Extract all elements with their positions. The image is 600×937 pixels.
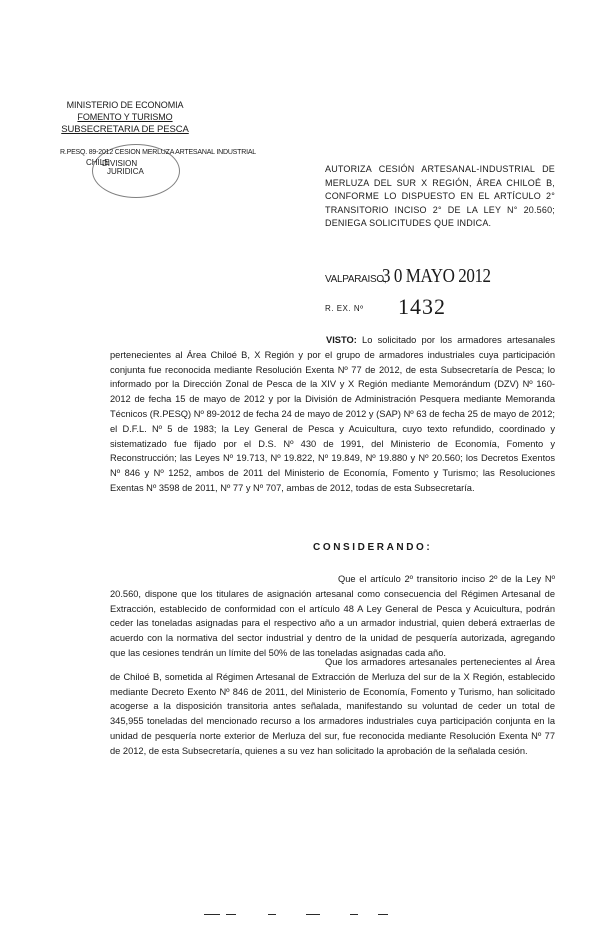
resolution-subject: AUTORIZA CESIÓN ARTESANAL-INDUSTRIAL DE MERLUZA DEL SUR X REGIÓN, ÁREA CHILOÉ B, CONFORME LO DISPUESTO EN EL ARTÍCULO 2° TRANSITORIO INCISO 2° DE LA LEY N° 20.560; DENIEGA SOLICITUDES QUE INDICA. [325,164,555,229]
subsecretaria-name: SUBSECRETARIA DE PESCA [61,124,189,135]
resolution-date: 3 0 MAYO 2012 [382,265,491,287]
visto-lead: VISTO: [326,335,357,345]
footer-mark [204,914,220,915]
stamp-text-juridica: JURIDICA [107,167,144,176]
footer-mark [350,914,358,915]
visto-paragraph [110,333,555,496]
footer-mark [226,914,236,915]
footer-mark [378,914,388,915]
reference-code: R.PESQ. 89-2012 CESION MERLUZA ARTESANAL INDUSTRIAL [60,149,256,156]
country-label: CHILE [86,158,110,167]
considerando-paragraph-1 [110,572,555,661]
considerando-heading: CONSIDERANDO: [313,542,433,553]
place-label: VALPARAISO, [325,274,387,285]
footer-mark [268,914,276,915]
rex-label: R. EX. Nº [325,304,364,313]
considerando-text-1: Que el artículo 2º transitorio inciso 2º de la Ley Nº 20.560, dispone que los titulares de asignación artesanal como consecuencia del Régimen Artesanal de Extracción, establecido de conformidad con el artículo 48 A Ley General de Pesca y Acuicultura, podrán ceder las toneladas asignadas para el respectivo año a un armador industrial, quien deberá extraerlas de acuerdo con la normativa del sector industrial y dentro de la unidad de pesquería autorizada, agregando que las cesiones tendrán un límite del 50% de las toneladas asignadas cada año. [110,574,555,658]
considerando-text-2: Que los armadores artesanales pertenecientes al Área de Chiloé B, sometida al Régimen Artesanal de Extracción de Merluza del sur de la X Región, establecido mediante Decreto Exento Nº 846 de 2011, del Ministerio de Economía, Fomento y Turismo, han solicitado acogerse a la disposición transitoria antes señalada, manifestando su voluntad de ceder un total de 345,955 toneladas del mencionado recurso a los armadores industriales cuya participación conjunta en la unidad de pesquería norte exterior de Merluza del sur, fue reconocida mediante Resolución Exenta Nº 77 de 2012, de esta Subsecretaría, quienes a su vez han solicitado la aprobación de la señalada cesión. [110,657,555,756]
ministry-name: MINISTERIO DE ECONOMIA [66,100,184,110]
stamp-text-division: DIVISION [102,159,138,168]
rex-number: 1432 [398,294,446,319]
visto-text: Lo solicitado por los armadores artesanales pertenecientes al Área Chiloé B, X Región y por el grupo de armadores industriales cuya participación conjunta fue reconocida mediante Resolución Exenta Nº 77 de 2012, de esta Subsecretaría de Pesca; lo informado por la Dirección Zonal de Pesca de la XIV y X Región mediante Memorándum (DZV) Nº 160-2012 de fecha 15 de mayo de 2012 y por la División de Administración Pesquera mediante Memoranda Técnicos (R.PESQ) Nº 89-2012 de fecha 24 de mayo de 2012 y (SAP) Nº 63 de fecha 25 de mayo de 2012; el D.F.L. Nº 5 de 1983; la Ley General de Pesca y Acuicultura, cuyo texto refundido, coordinado y sistematizado fue fijado por el D.S. Nº 430 de 1991, del Ministerio de Economía, Fomento y Reconstrucción; las Leyes Nº 19.713, Nº 19.822, Nº 19.849, Nº 19.880 y Nº 20.560; los Decretos Exentos Nº 846 y Nº 1252, ambos de 2011 del Ministerio de Economía, Fomento y Turismo; las Resoluciones Exentas Nº 3598 de 2011, Nº 77 y Nº 707, ambas de 2012, todas de esta Subsecretaría. [110,335,555,493]
considerando-paragraph-2 [110,655,555,759]
footer-mark [306,914,320,915]
ministry-subtitle: FOMENTO Y TURISMO [77,112,173,122]
